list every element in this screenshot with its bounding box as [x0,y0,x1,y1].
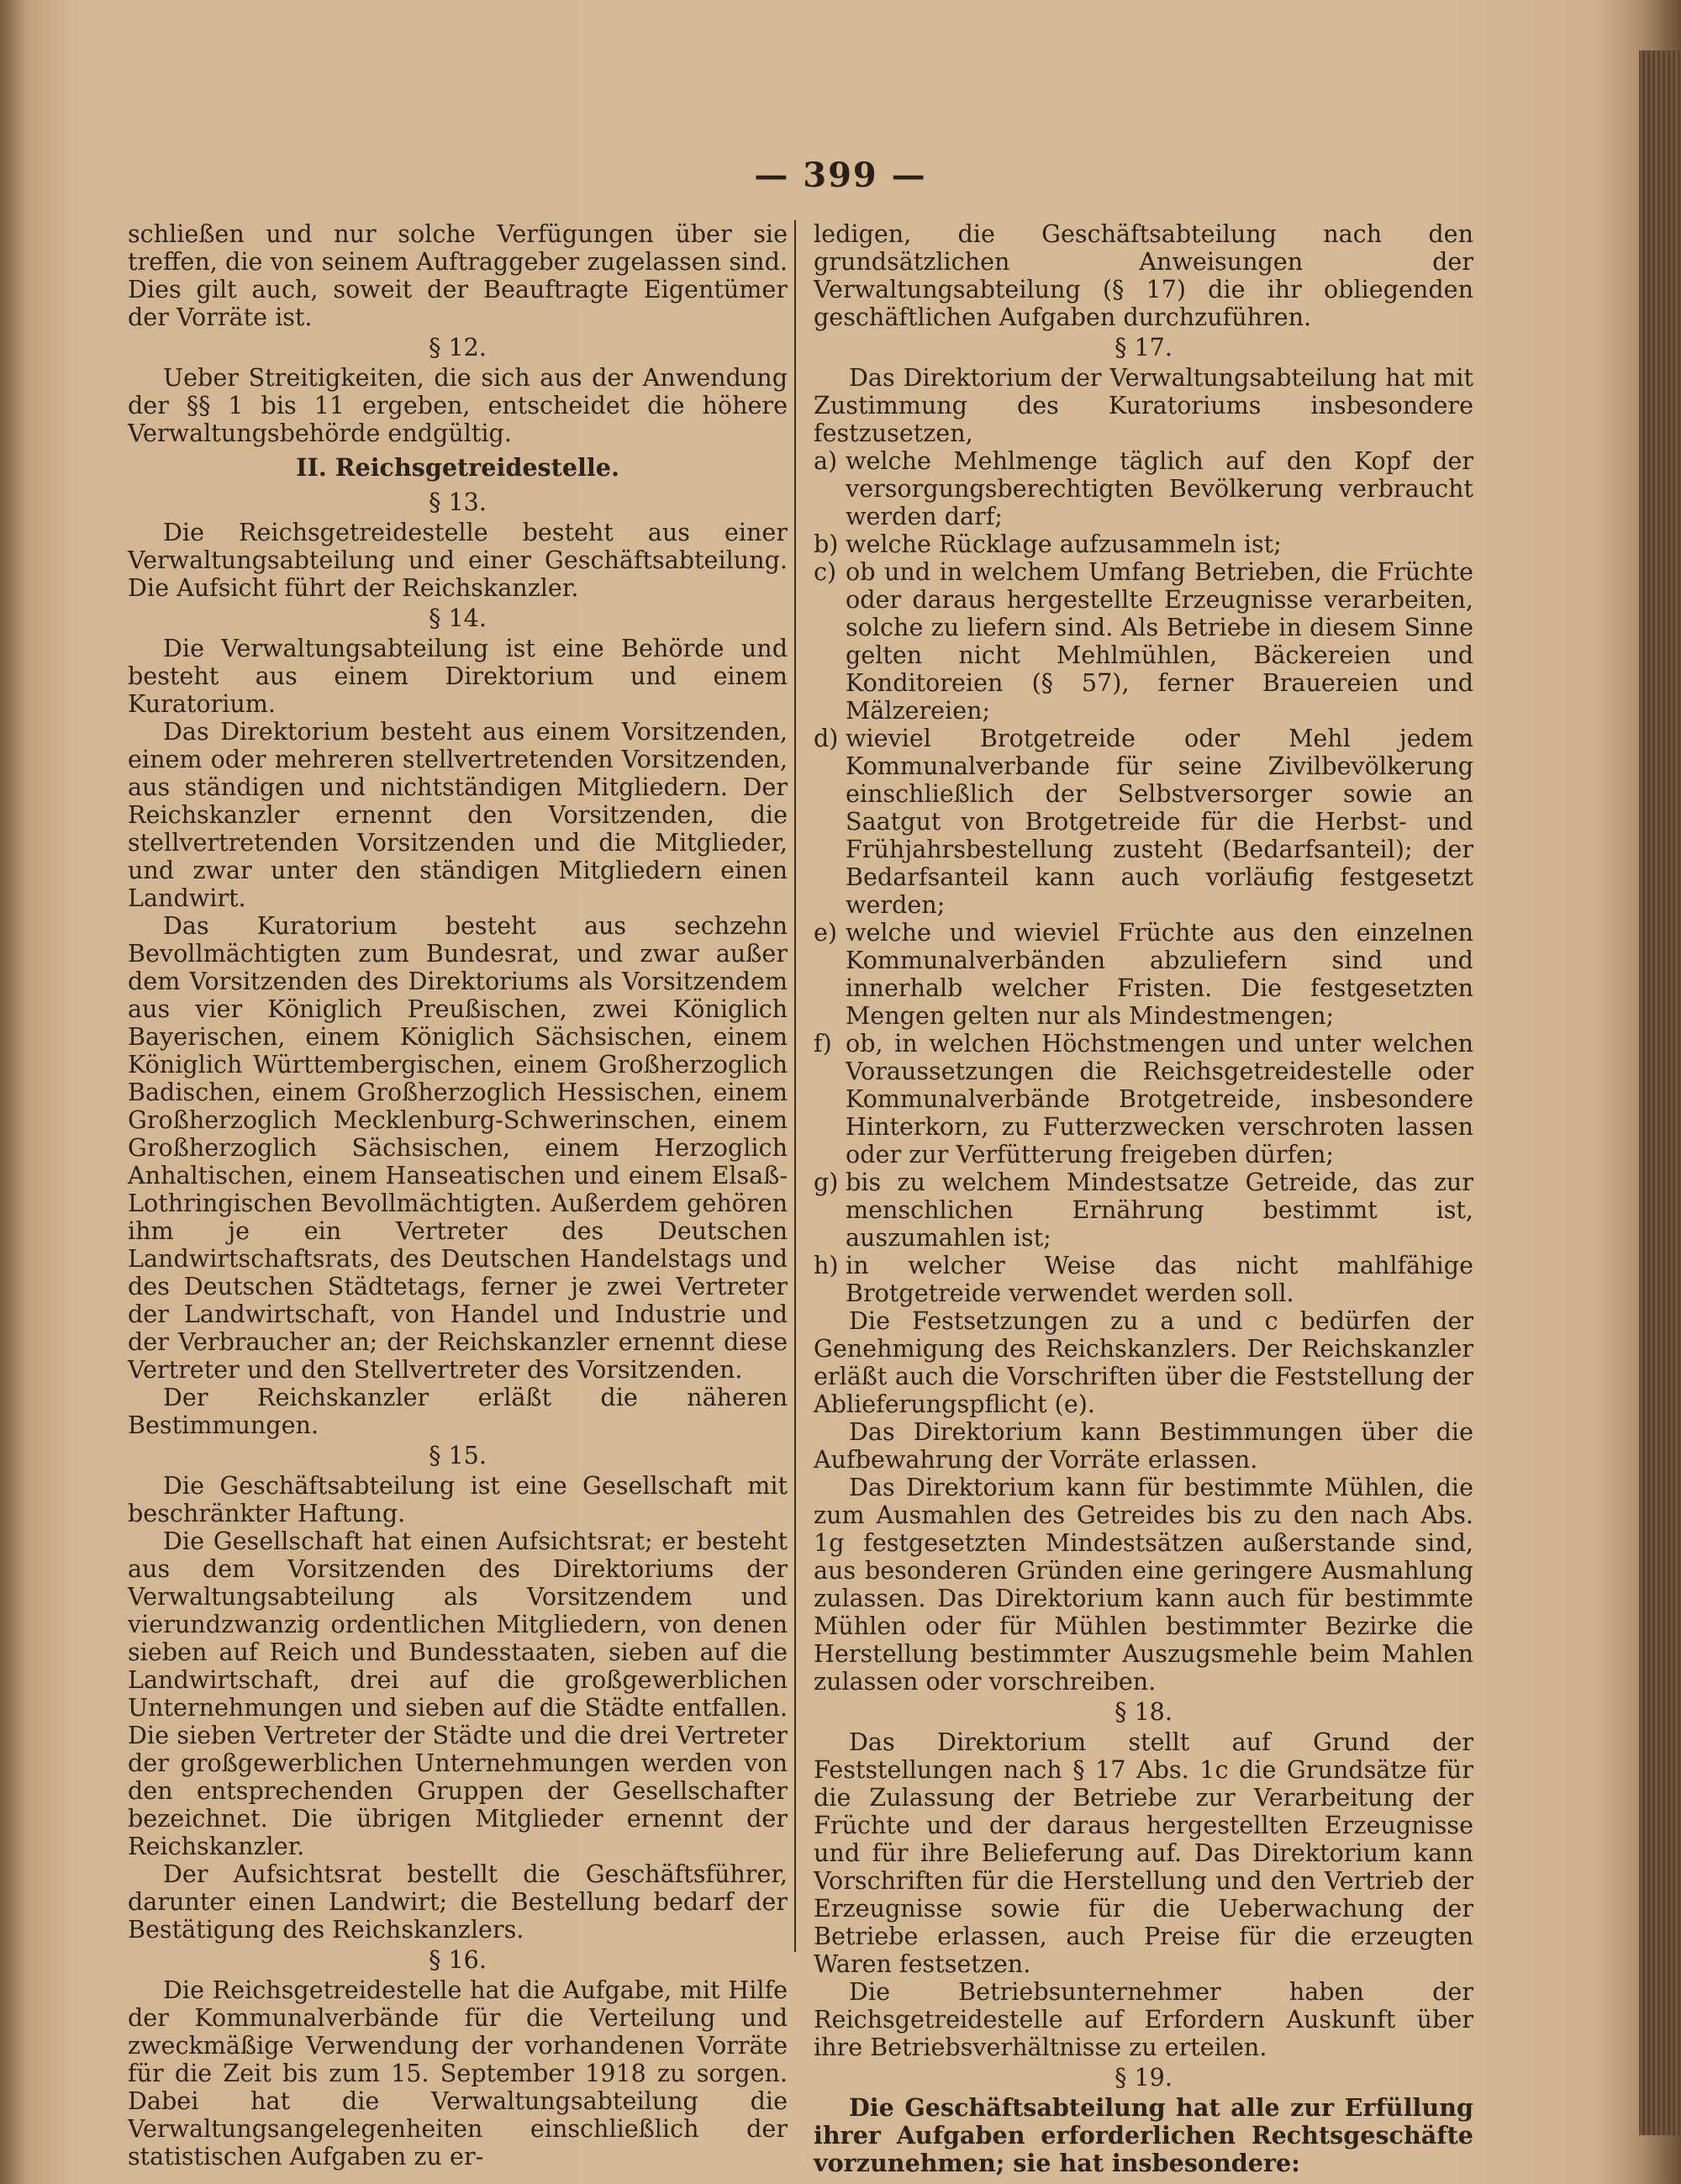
page-number: — 399 — [754,156,927,195]
list-item-text: in welcher Weise das nicht mahlfähige Brotgetreide verwendet werden soll. [846,1251,1473,1307]
list-item [814,1030,1473,1168]
paragraph: Die Festsetzungen zu a und c bedürfen der Genehmigung des Reichskanzlers. Der Reichskanzler erläßt auch die Vorschriften über die Feststellung der Ablieferungspflicht (e). [814,1306,1473,1418]
paragraph: Die Geschäftsabteilung hat alle zur Erfüllung ihrer Aufgaben erforderlichen Rechtsgeschäfte vorzunehmen; sie hat insbesondere: [814,2093,1473,2177]
paragraph: Das Direktorium kann für bestimmte Mühlen, die zum Ausmahlen des Getreides bis zu den nach Abs. 1g festgesetzten Mindestsätzen außerstande sind, aus besonderen Gründen eine geringere Ausmahlung zulassen. Das Direktorium kann auch für bestimmte Mühlen oder für Mühlen bestimmter Bezirke die Herstellung bestimmter Auszugsmehle beim Mahlen zulassen oder vorschreiben. [814,1473,1473,1696]
list-item-text: welche Mehlmenge täglich auf den Kopf der versorgungsberechtigten Bevölkerung verbraucht werden darf; [846,446,1473,530]
list-item [814,725,1473,919]
list-item [814,919,1473,1030]
list-item [814,558,1473,725]
paragraph: Der Reichskanzler erläßt die näheren Bestimmungen. [128,1383,788,1439]
right-column [814,220,1473,2177]
list-item-text: bis zu welchem Mindestsatze Getreide, das zur menschlichen Ernährung bestimmt ist, auszumahlen ist; [846,1168,1473,1252]
list-item-label: f) [814,1029,832,1058]
book-spine-edge [1639,50,1681,2135]
list-item [814,1168,1473,1252]
paragraph: schließen und nur solche Verfügungen über sie treffen, die von seinem Auftraggeber zugelassen sind. Dies gilt auch, soweit der Beauftragte Eigentümer der Vorräte ist. [128,219,788,331]
section-heading: § 14. [429,604,487,632]
column-divider [794,220,796,1952]
paragraph: Die Reichsgetreidestelle hat die Aufgabe, mit Hilfe der Kommunalverbände für die Verteilung und zweckmäßige Verwendung der vorhandenen Vorräte für die Zeit bis zum 15. September 1918 zu sorgen. Dabei hat die Verwaltungsabteilung die Verwaltungsangelegenheiten einschließlich der statistischen Aufgaben zu er- [128,1976,788,2171]
section-heading: § 15. [429,1441,487,1469]
section-heading: § 18. [1115,1697,1172,1726]
list-item-text: ob, in welchen Höchstmengen und unter welchen Voraussetzungen die Reichsgetreidestelle oder Kommunalverbände Brotgetreide, insbesondere Hinterkorn, zu Futterzwecken verschroten lassen oder zur Verfütterung freigeben dürfen; [846,1029,1473,1168]
paragraph: Das Direktorium der Verwaltungsabteilung hat mit Zustimmung des Kuratoriums insbesondere festzusetzen, [814,363,1473,447]
section-heading: § 12. [429,333,487,361]
paragraph: Das Direktorium stellt auf Grund der Feststellungen nach § 17 Abs. 1c die Grundsätze für die Zulassung der Betriebe zur Verarbeitung der Früchte und der daraus hergestellten Erzeugnisse und für ihre Belieferung auf. Das Direktorium kann Vorschriften für die Herstellung und den Vertrieb der Erzeugnisse sowie für die Ueberwachung der Betriebe erlassen, auch Preise für die erzeugten Waren festsetzen. [814,1728,1473,1978]
paragraph: Das Direktorium kann Bestimmungen über die Aufbewahrung der Vorräte erlassen. [814,1417,1473,1474]
paragraph: Die Reichsgetreidestelle besteht aus einer Verwaltungsabteilung und einer Geschäftsabteilung. Die Aufsicht führt der Reichskanzler. [128,518,788,602]
list-item-label: c) [814,557,837,586]
page-left-edge [0,0,25,2184]
paragraph: Die Gesellschaft hat einen Aufsichtsrat; er besteht aus dem Vorsitzenden des Direktoriums der Verwaltungsabteilung als Vorsitzendem und vierundzwanzig ordentlichen Mitgliedern, von denen sieben auf Reich und Bundesstaaten, sieben auf die Landwirtschaft, drei auf die großgewerblichen Unternehmungen und sieben auf die Städte entfallen. Die sieben Vertreter der Städte und die drei Vertreter der großgewerblichen Unternehmungen werden von den entsprechenden Gruppen der Gesellschafter bezeichnet. Die übrigen Mitglieder ernennt der Reichskanzler. [128,1527,788,1860]
list-item [814,447,1473,530]
paragraph: ledigen, die Geschäftsabteilung nach den grundsätzlichen Anweisungen der Verwaltungsabteilung (§ 17) die ihr obliegenden geschäftlichen Aufgaben durchzuführen. [814,219,1473,331]
list-item-text: ob und in welchem Umfang Betrieben, die Früchte oder daraus hergestellte Erzeugnisse verarbeiten, solche zu liefern sind. Als Betriebe in diesem Sinne gelten nicht Mehlmühlen, Bäckereien und Konditoreien (§ 57), ferner Brauereien und Mälzereien; [846,557,1473,725]
section-heading: § 19. [1115,2063,1172,2092]
list-item-label: g) [814,1168,839,1196]
section-heading: § 17. [1115,333,1172,361]
paragraph: Das Direktorium besteht aus einem Vorsitzenden, einem oder mehreren stellvertretenden Vorsitzenden, aus ständigen und nichtständigen Mitgliedern. Der Reichskanzler ernennt den Vorsitzenden, die stellvertretenden Vorsitzenden und die Mitglieder, und zwar unter den ständigen Mitgliedern einen Landwirt. [128,717,788,912]
list-item-label: h) [814,1251,839,1279]
left-column [128,220,788,2171]
list-item [814,530,1473,558]
list-item-text: wieviel Brotgetreide oder Mehl jedem Kommunalverbande für seine Zivilbevölkerung einschließlich der Selbstversorger sowie an Saatgut von Brotgetreide für die Herbst- und Frühjahrsbestellung zusteht (Bedarfsanteil); der Bedarfsanteil kann auch vorläufig festgesetzt werden; [846,724,1473,919]
paragraph: Die Verwaltungsabteilung ist eine Behörde und besteht aus einem Direktorium und einem Kuratorium. [128,634,788,718]
list-item [814,1252,1473,1307]
list-item-text: welche Rücklage aufzusammeln ist; [846,530,1282,558]
paragraph: Die Betriebsunternehmer haben der Reichsgetreidestelle auf Erfordern Auskunft über ihre Betriebsverhältnisse zu erteilen. [814,1977,1473,2061]
chapter-heading: II. Reichsgetreidestelle. [296,453,619,482]
paragraph: Der Aufsichtsrat bestellt die Geschäftsführer, darunter einen Landwirt; die Bestellung bedarf der Bestätigung des Reichskanzlers. [128,1860,788,1944]
list-item-label: a) [814,446,838,475]
section-heading: § 13. [429,488,487,516]
list-item-text: welche und wieviel Früchte aus den einzelnen Kommunalverbänden abzuliefern sind und innerhalb welcher Fristen. Die festgesetzten Mengen gelten nur als Mindestmengen; [846,918,1473,1030]
list-item-label: d) [814,724,839,752]
paragraph: Die Geschäftsabteilung ist eine Gesellschaft mit beschränkter Haftung. [128,1471,788,1527]
section-heading: § 16. [429,1945,487,1974]
paragraph: Ueber Streitigkeiten, die sich aus der Anwendung der §§ 1 bis 11 ergeben, entscheidet die höhere Verwaltungsbehörde endgültig. [128,363,788,447]
list-item-label: e) [814,918,838,947]
list-item-label: b) [814,530,839,558]
paragraph: Das Kuratorium besteht aus sechzehn Bevollmächtigten zum Bundesrat, und zwar außer dem Vorsitzenden des Direktoriums als Vorsitzendem aus vier Königlich Preußischen, zwei Königlich Bayerischen, einem Königlich Sächsischen, einem Königlich Württembergischen, einem Großherzoglich Badischen, einem Großherzoglich Hessischen, einem Großherzoglich Mecklenburg-Schwerinschen, einem Großherzoglich Sächsischen, einem Herzoglich Anhaltischen, einem Hanseatischen und einem Elsaß-Lothringischen Bevollmächtigten. Außerdem gehören ihm je ein Vertreter des Deutschen Landwirtschaftsrats, des Deutschen Handelstags und des Deutschen Städtetags, ferner je zwei Vertreter der Landwirtschaft, von Handel und Industrie und der Verbraucher an; der Reichskanzler ernennt diese Vertreter und den Stellvertreter des Vorsitzenden. [128,911,788,1384]
